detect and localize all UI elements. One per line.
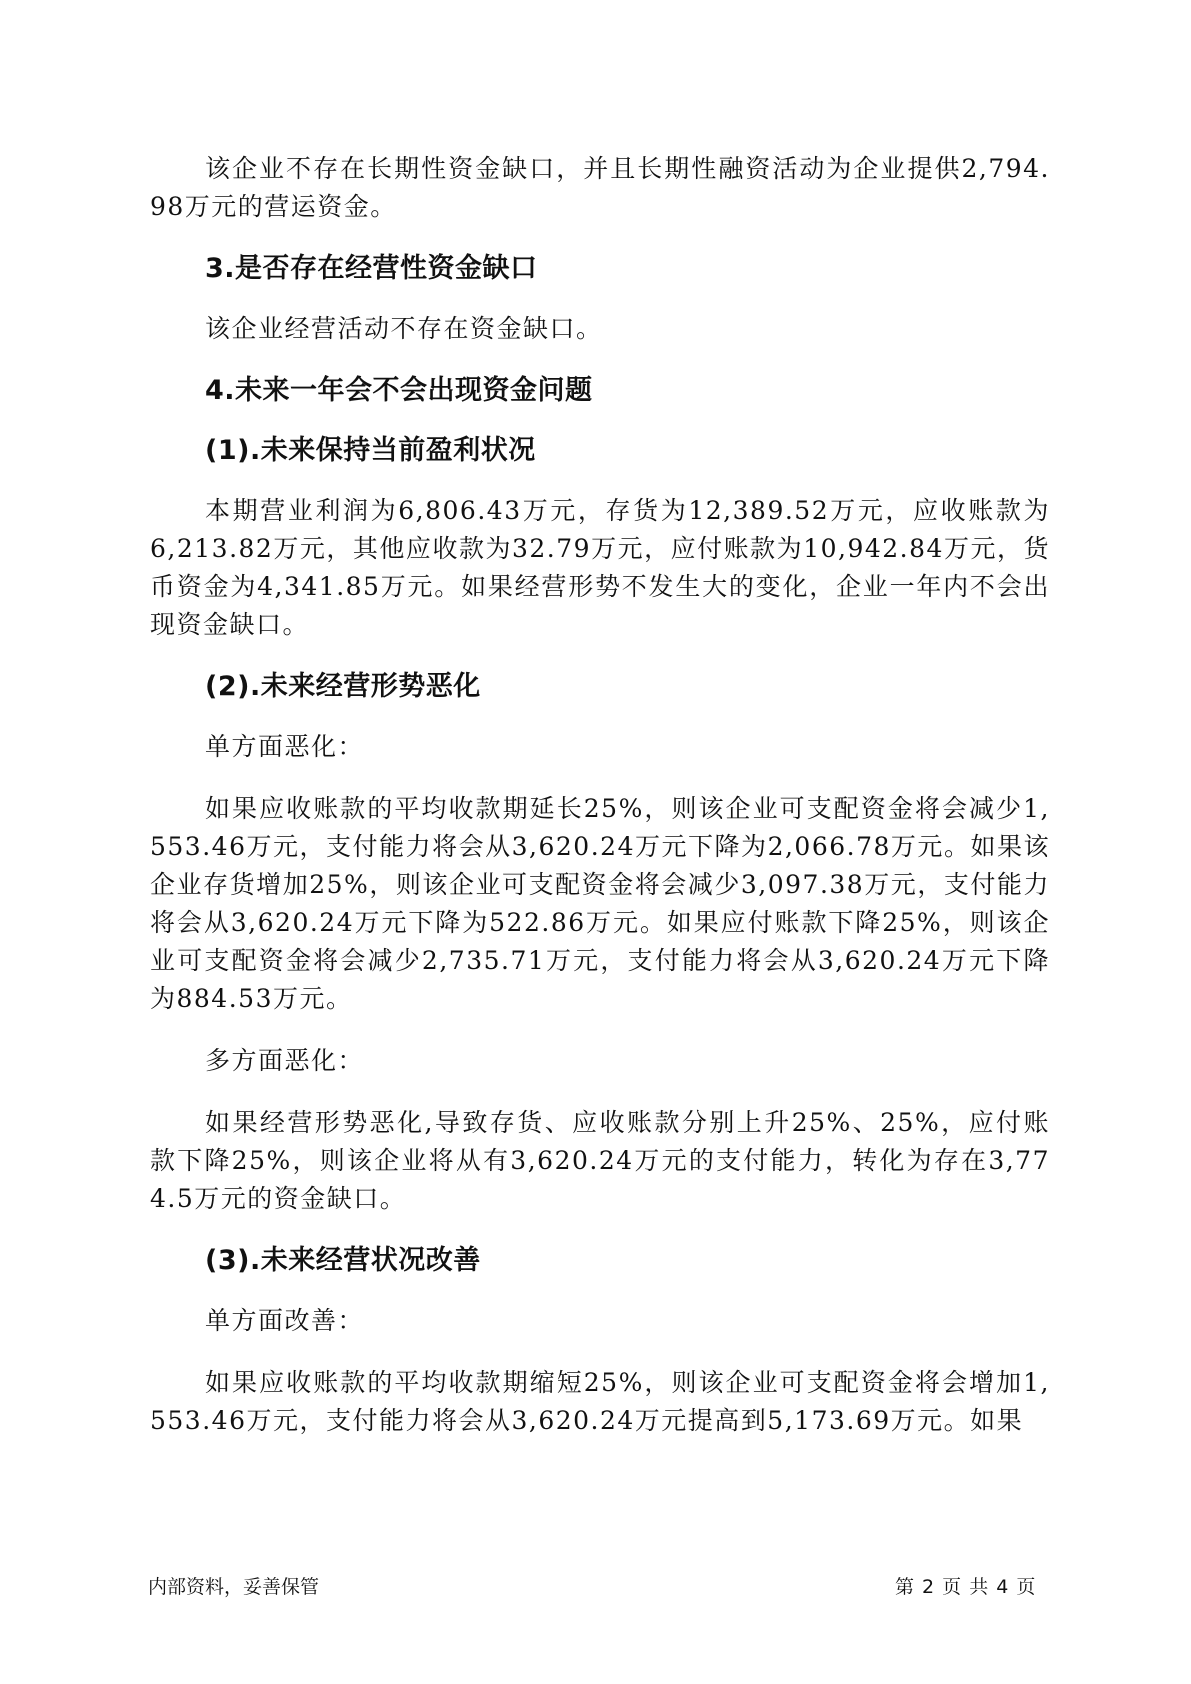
paragraph-no-operating-gap: 该企业经营活动不存在资金缺口。 xyxy=(205,314,603,343)
footer-confidential-note: 内部资料，妥善保管 xyxy=(148,1576,320,1598)
heading-deterioration: (2).未来经营形势恶化 xyxy=(205,671,481,702)
footer-page-number: 第 2 页 共 4 页 xyxy=(895,1576,1037,1598)
paragraph-multi-deterioration: 如果经营形势恶化,导致存货、应收账款分别上升25%、25%，应付账款下降25%，则该企业将从有3,620.24万元的支付能力，转化为存在3,774.5万元的资金缺口。 xyxy=(150,1108,1050,1213)
paragraph-single-improvement-label: 单方面改善： xyxy=(205,1306,365,1335)
paragraph-current-figures: 本期营业利润为6,806.43万元，存货为12,389.52万元，应收账款为6,213.82万元，其他应收款为32.79万元，应付账款为10,942.84万元，货币资金为4,341.85万元。如果经营形势不发生大的变化，企业一年内不会出现资金缺口。 xyxy=(150,496,1050,639)
paragraph-multi-deterioration-label: 多方面恶化： xyxy=(205,1046,365,1075)
paragraph-single-deterioration-label: 单方面恶化： xyxy=(205,732,365,761)
paragraph-single-improvement: 如果应收账款的平均收款期缩短25%，则该企业可支配资金将会增加1,553.46万元，支付能力将会从3,620.24万元提高到5,173.69万元。如果 xyxy=(150,1368,1050,1435)
paragraph-long-term-funding: 该企业不存在长期性资金缺口，并且长期性融资活动为企业提供2,794.98万元的营运资金。 xyxy=(150,154,1050,221)
heading-operating-gap: 3.是否存在经营性资金缺口 xyxy=(205,253,538,284)
document-body xyxy=(150,150,1050,1464)
paragraph-single-deterioration: 如果应收账款的平均收款期延长25%，则该企业可支配资金将会减少1,553.46万元，支付能力将会从3,620.24万元下降为2,066.78万元。如果该企业存货增加25%，则该企业可支配资金将会减少3,097.38万元，支付能力将会从3,620.24万元下降为522.86万元。如果应付账款下降25%，则该企业可支配资金将会减少2,735.71万元，支付能力将会从3,620.24万元下降为884.53万元。 xyxy=(150,794,1050,1013)
heading-next-year-funding: 4.未来一年会不会出现资金问题 xyxy=(205,375,593,406)
heading-maintain-profit: (1).未来保持当前盈利状况 xyxy=(205,435,536,466)
heading-improvement: (3).未来经营状况改善 xyxy=(205,1245,481,1276)
